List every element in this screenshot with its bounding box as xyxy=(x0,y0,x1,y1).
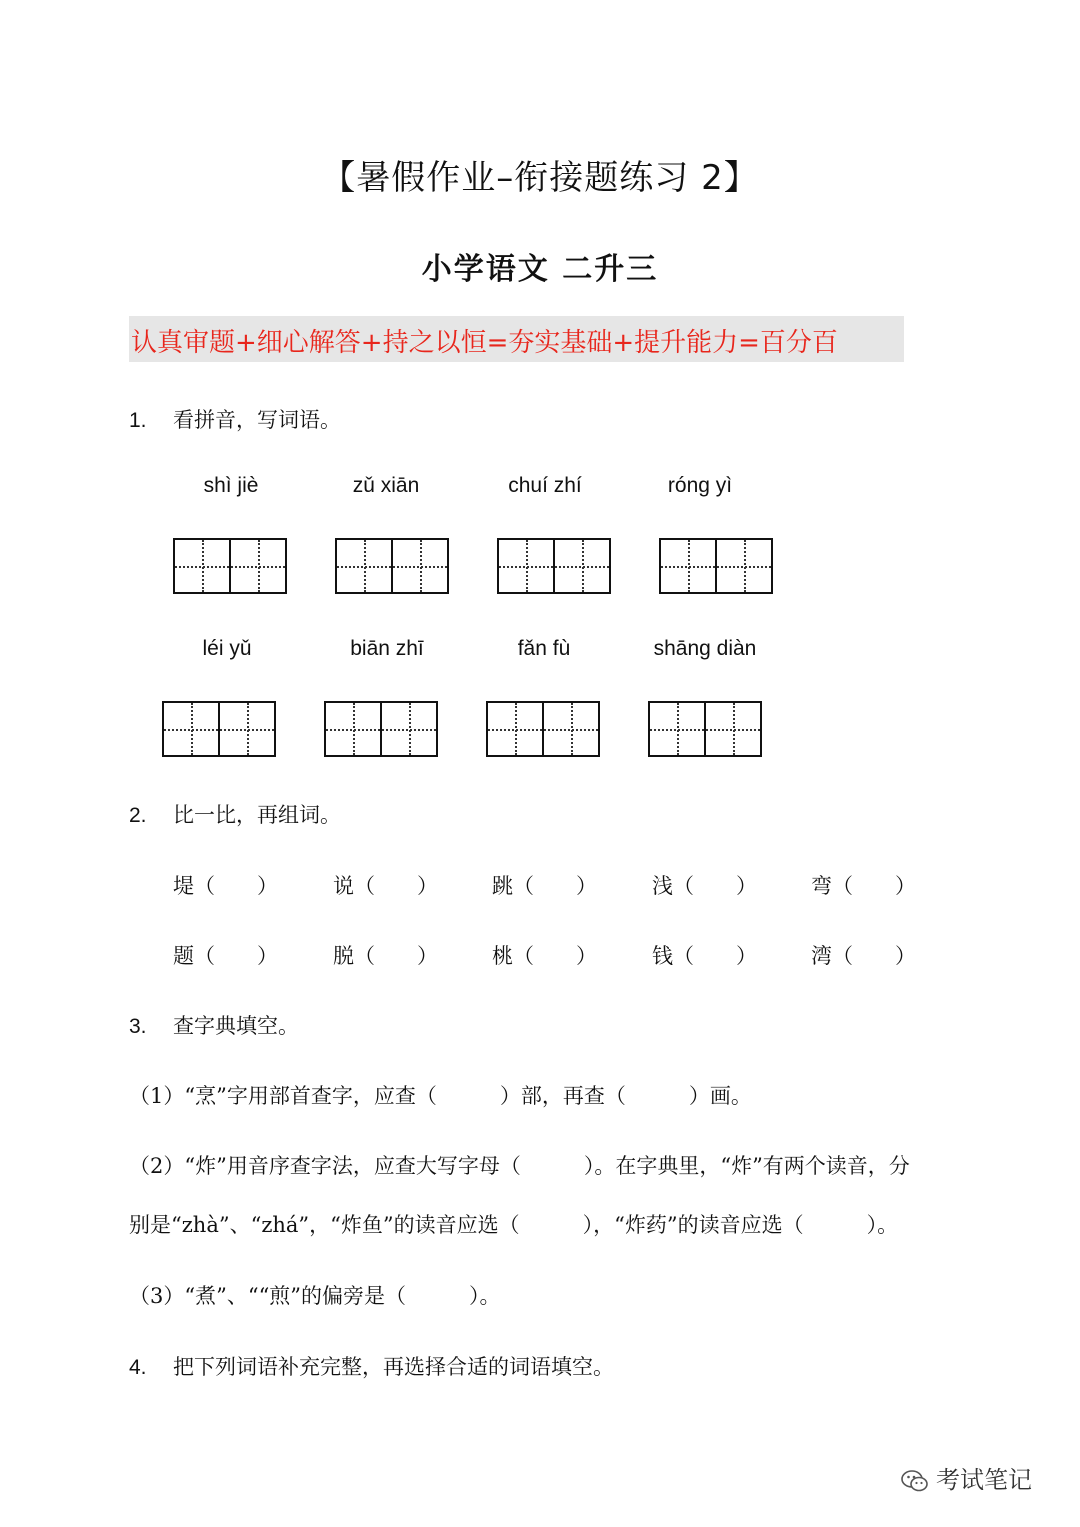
tian-grid[interactable] xyxy=(497,538,611,594)
question-number: 3. xyxy=(129,1015,147,1038)
word-blank[interactable]: 桃（ ） xyxy=(492,944,597,968)
page-title: 【暑假作业–衔接题练习 2】 xyxy=(321,158,759,198)
pinyin-label: chuí zhí xyxy=(508,474,582,497)
question-text: 把下列词语补充完整，再选择合适的词语填空。 xyxy=(173,1355,614,1379)
word-blank[interactable]: 堤（ ） xyxy=(173,874,278,898)
question-1 xyxy=(129,404,341,434)
question-3-item-2: （2）“炸”用音序查字法，应查大写字母（ ）。在字典里，“炸”有两个读音，分 xyxy=(129,1154,910,1178)
question-number: 4. xyxy=(129,1356,147,1379)
pinyin-label: biān zhī xyxy=(350,637,424,660)
word-blank[interactable]: 钱（ ） xyxy=(652,944,757,968)
word-blank[interactable]: 跳（ ） xyxy=(492,874,597,898)
tian-grid[interactable] xyxy=(173,538,287,594)
question-text: 比一比，再组词。 xyxy=(173,803,341,827)
page-subtitle: 小学语文 二升三 xyxy=(421,252,659,287)
tian-grid[interactable] xyxy=(335,538,449,594)
motto-banner xyxy=(129,316,904,362)
word-blank[interactable]: 弯（ ） xyxy=(811,874,916,898)
question-text: 看拼音，写词语。 xyxy=(173,408,341,432)
question-number: 2. xyxy=(129,804,147,827)
watermark-text: 考试笔记 xyxy=(936,1466,1032,1494)
question-3-item-3: （3）“煮”、““煎”的偏旁是（ ）。 xyxy=(129,1284,501,1308)
tian-grid[interactable] xyxy=(486,701,600,757)
question-4 xyxy=(129,1351,614,1381)
question-number: 1. xyxy=(129,409,147,432)
pinyin-label: zǔ xiān xyxy=(352,474,420,497)
word-blank[interactable]: 说（ ） xyxy=(333,874,438,898)
question-3 xyxy=(129,1010,299,1040)
tian-grid[interactable] xyxy=(659,538,773,594)
word-blank[interactable]: 浅（ ） xyxy=(652,874,757,898)
question-text: 查字典填空。 xyxy=(173,1014,299,1038)
tian-grid[interactable] xyxy=(648,701,762,757)
tian-grid[interactable] xyxy=(162,701,276,757)
question-3-item-2-cont: 别是“zhà”、“zhá”，“炸鱼”的读音应选（ ），“炸药”的读音应选（ ）。 xyxy=(129,1213,899,1237)
question-3-item-1: （1）“烹”字用部首查字，应查（ ）部，再查（ ）画。 xyxy=(129,1084,752,1108)
motto-text: 认真审题+细心解答+持之以恒=夯实基础+提升能力=百分百 xyxy=(131,328,838,358)
pinyin-label: róng yì xyxy=(667,474,733,497)
question-2 xyxy=(129,799,341,829)
pinyin-label: shì jiè xyxy=(203,474,259,497)
wechat-icon xyxy=(900,1469,930,1493)
pinyin-label: léi yǔ xyxy=(202,637,252,660)
word-blank[interactable]: 湾（ ） xyxy=(811,944,916,968)
pinyin-label: fǎn fù xyxy=(517,637,571,660)
word-blank[interactable]: 脱（ ） xyxy=(333,944,438,968)
pinyin-label: shāng diàn xyxy=(653,637,757,660)
tian-grid[interactable] xyxy=(324,701,438,757)
word-blank[interactable]: 题（ ） xyxy=(173,944,278,968)
watermark xyxy=(900,1460,1032,1495)
